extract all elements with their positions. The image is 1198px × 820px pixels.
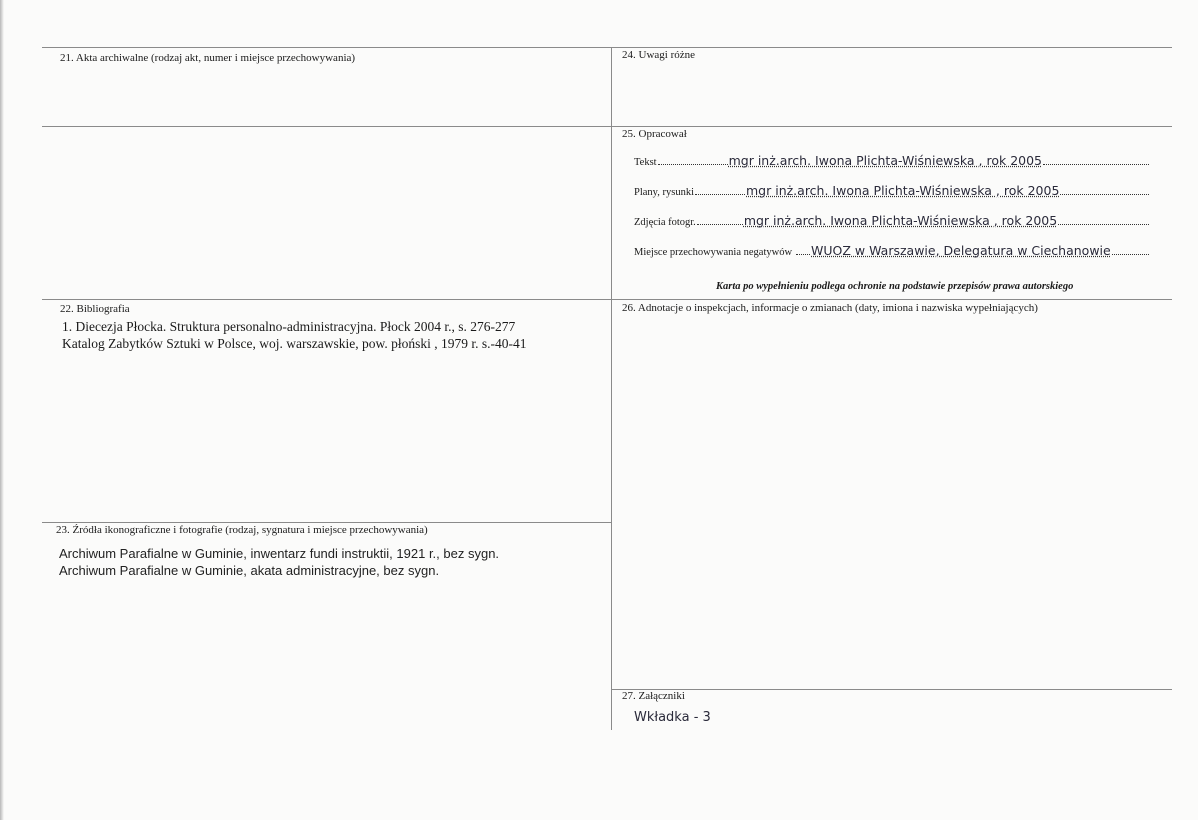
grid-line-27 — [611, 689, 1172, 690]
dotted-leader — [658, 154, 728, 165]
grid-line-22-26 — [42, 299, 1172, 300]
grid-line-center — [611, 47, 612, 730]
author-row-label: Zdjęcia fotogr. — [634, 217, 696, 228]
author-row-label: Miejsce przechowywania negatywów — [634, 247, 793, 258]
author-row-value: mgr inż.arch. Iwona Plichta-Wiśniewska , rok 2005 — [746, 183, 1060, 198]
section-22-label: 22. Bibliografia — [60, 303, 130, 315]
section-25-label: 25. Opracował — [622, 128, 687, 140]
author-row-value: mgr inż.arch. Iwona Plichta-Wiśniewska , rok 2005 — [728, 153, 1043, 168]
section-27-label: 27. Załączniki — [622, 690, 685, 702]
author-row-value: mgr inż.arch. Iwona Plichta-Wiśniewska , rok 2005 — [743, 213, 1058, 228]
author-row-photos — [634, 213, 1149, 233]
scan-edge-shadow — [0, 0, 4, 820]
iconographic-source: Archiwum Parafialne w Guminie, inwentarz fundi instruktii, 1921 r., bez sygn. — [59, 546, 500, 561]
bibliography-item: 1. Diecezja Płocka. Struktura personalno-administracyjna. Płock 2004 r., s. 276-277 — [62, 319, 516, 334]
author-row-value: WUOZ w Warszawie, Delegatura w Ciechanowie — [811, 243, 1111, 258]
section-21-label: 21. Akta archiwalne (rodzaj akt, numer i miejsce przechowywania) — [60, 52, 356, 64]
grid-line-21-25 — [42, 126, 1172, 127]
dotted-leader — [796, 244, 810, 255]
author-row-label: Plany, rysunki — [634, 187, 694, 198]
author-row-label: Tekst — [634, 157, 657, 168]
grid-line-top — [42, 47, 1172, 48]
iconographic-source: Archiwum Parafialne w Guminie, akata administracyjne, bez sygn. — [59, 563, 440, 578]
section-23-label: 23. Źródła ikonograficzne i fotografie (rodzaj, sygnatura i miejsce przechowywania) — [56, 524, 428, 536]
author-row-text — [634, 153, 1149, 173]
author-row-plans — [634, 183, 1149, 203]
section-24-label: 24. Uwagi różne — [622, 49, 696, 61]
dotted-leader — [1112, 244, 1149, 255]
dotted-leader — [1060, 184, 1149, 195]
copyright-note: Karta po wypełnieniu podlega ochronie na podstawie przepisów prawa autorskiego — [716, 281, 1074, 292]
section-26-label: 26. Adnotacje o inspekcjach, informacje o zmianach (daty, imiona i nazwiska wypełniających) — [622, 302, 1038, 314]
dotted-leader — [697, 214, 743, 225]
attachments-value: Wkładka - 3 — [634, 710, 711, 725]
dotted-leader — [695, 184, 745, 195]
dotted-leader — [1058, 214, 1149, 225]
bibliography-item: Katalog Zabytków Sztuki w Polsce, woj. warszawskie, pow. płoński , 1979 r. s.-40-41 — [62, 336, 527, 351]
dotted-leader — [1043, 154, 1149, 165]
author-row-negatives — [634, 243, 1149, 263]
grid-line-23 — [42, 522, 611, 523]
